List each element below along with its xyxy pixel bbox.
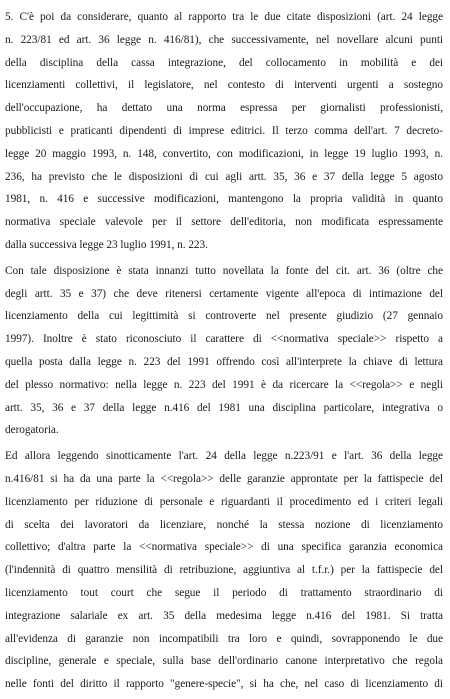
paragraph-section-5 <box>5 6 443 257</box>
text-line: 1981, n. 416 e successive modificazioni, mantengono la propria validità in quanto <box>5 193 443 206</box>
text-line: integrazione salariale ex art. 35 della medesima legge n.416 del 1981. Si tratta <box>5 609 443 622</box>
text-line: derogatoria. <box>5 424 59 437</box>
text-line: della disciplina della cassa integrazione, del collocamento in mobilità e dei <box>5 56 443 69</box>
text-line: artt. 35, 36 e 37 della legge n.416 del 1981 una disciplina particolare, integrativa o <box>5 401 443 414</box>
text-line: all'evidenza di garanzie non incompatibili tra loro e quindi, sovrapponendo le due <box>5 632 443 645</box>
text-line: Con tale disposizione è stata innanzi tutto novellata la fonte del cit. art. 36 (oltre che <box>5 264 443 277</box>
text-line: licenziamento tout court che segue il periodo di trattamento straordinario di <box>5 586 443 599</box>
text-line: 1997). Inoltre è stato riconosciuto il carattere di <<normativa speciale>> rispetto a <box>5 333 443 346</box>
text-line: (l'indennità di quattro mensilità di retribuzione, aggiuntiva al t.f.r.) per la fattispecie del <box>5 564 443 577</box>
text-line: normativa speciale valevole per il settore dell'editoria, non modificata espressamente <box>5 216 443 229</box>
paragraph-lettura-sinottica <box>5 445 443 696</box>
text-line: del plesso normativo: nella legge n. 223 del 1991 è da ricercare la <<regola>> e negli <box>5 378 443 391</box>
text-line: Ed allora leggendo sinotticamente l'art. 24 della legge n.223/91 e l'art. 36 della legge <box>5 450 443 463</box>
text-line: n. 223/81 ed art. 36 legge n. 416/81), che successivamente, nel novellare alcuni punti <box>5 33 443 46</box>
text-line: 236, ha previsto che le disposizioni di cui agli artt. 35, 36 e 37 della legge 5 agosto <box>5 170 443 183</box>
text-line: legge 20 maggio 1993, n. 148, convertito, con modificazioni, in legge 19 luglio 1993, n. <box>5 147 443 160</box>
text-line: degli artt. 35 e 37) che deve ritenersi certamente vigente all'epoca di intimazione del <box>5 287 443 300</box>
text-line: di scelta dei lavoratori da licenziare, nonché la stessa nozione di licenziamento <box>5 518 443 531</box>
text-line: quella posta dalla legge n. 223 del 1991 offrendo così all'interprete la chiave di lettura <box>5 355 443 368</box>
text-line: dalla successiva legge 23 luglio 1991, n. 223. <box>5 238 208 251</box>
text-line: collettivo; d'altra parte la <<normativa speciale>> di una specifica garanzia economica <box>5 541 443 554</box>
text-line: pubblicisti e praticanti dipendenti di imprese editrici. Il terzo comma dell'art. 7 decreto- <box>5 124 443 137</box>
document-page <box>5 6 443 699</box>
text-line: licenziamenti collettivi, il legislatore, nel contesto di interventi urgenti a sostegno <box>5 79 443 92</box>
text-line: nelle fonti del diritto il rapporto "genere-specie", si ha che, nel caso di licenziamento di <box>5 678 443 691</box>
text-line: discipline, generale e speciale, sulla base dell'ordinario canone interpretativo che regola <box>5 655 443 668</box>
text-line: licenziamento della cui legittimità si controverte nel presente giudizio (27 gennaio <box>5 310 443 323</box>
text-line: licenziamento per riduzione di personale e riguardanti il procedimento ed i criteri legali <box>5 495 443 508</box>
paragraph-disposizione <box>5 260 443 442</box>
text-line: 5. C'è poi da considerare, quanto al rapporto tra le due citate disposizioni (art. 24 legge <box>5 11 443 23</box>
text-line: n.416/81 si ha da una parte la <<regola>> delle garanzie approntate per la fattispecie del <box>5 472 443 485</box>
text-line: dell'occupazione, ha dettato una norma espressa per giornalisti professionisti, <box>5 102 443 115</box>
